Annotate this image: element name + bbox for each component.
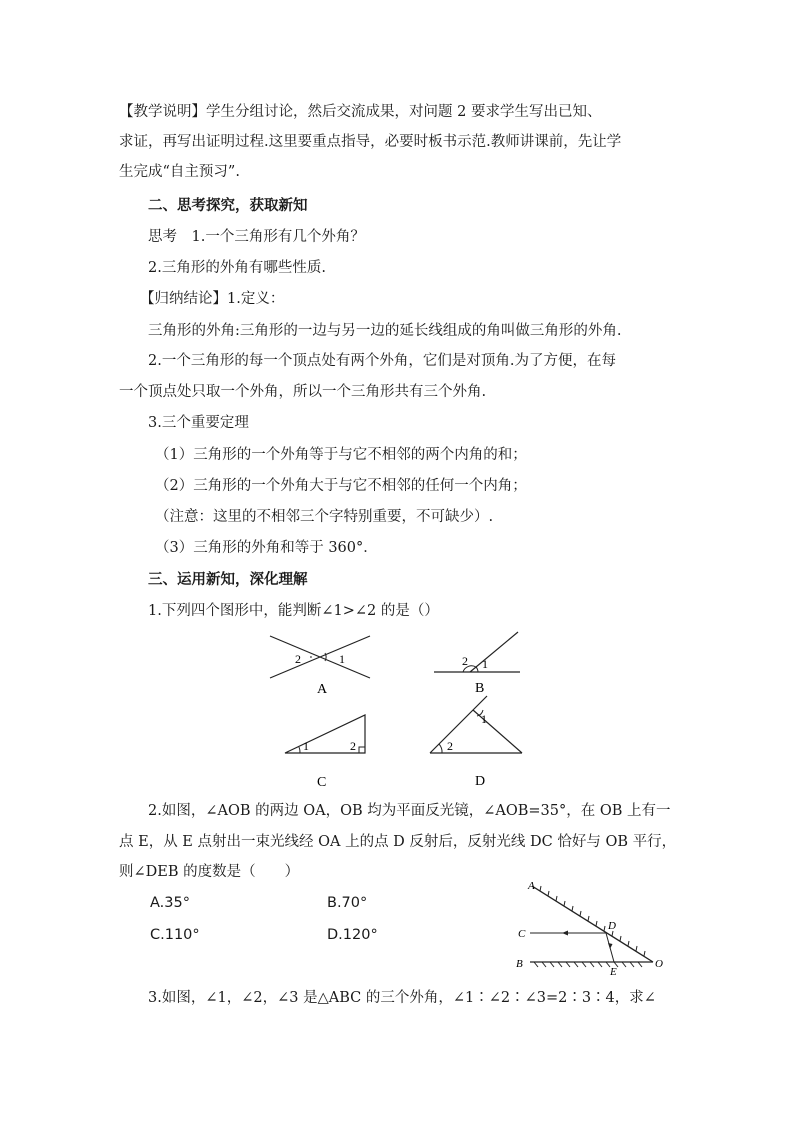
exercise-3: 3.如图，∠1，∠2，∠3 是△ABC 的三个外角，∠1∶∠2∶∠3=2∶3∶4，求∠ xyxy=(148,990,656,1006)
figure-d xyxy=(425,693,525,793)
point-b-label: B xyxy=(516,958,523,970)
definition: 三角形的外角:三角形的一边与另一边的延长线组成的角叫做三角形的外角. xyxy=(148,323,622,339)
conclusion-heading: 【归纳结论】1.定义： xyxy=(140,291,285,307)
fig-b-label-1: 1 xyxy=(482,657,488,671)
fig-c-caption: C xyxy=(317,775,327,790)
fig-b-label-2: 2 xyxy=(462,654,468,668)
conclusion-2a: 2.一个三角形的每一个顶点处有两个外角，它们是对顶角.为了方便，在每 xyxy=(148,353,616,369)
paragraph-teaching-note-1: 【教学说明】学生分组讨论，然后交流成果，对问题 2 要求学生写出已知、 xyxy=(119,104,602,120)
conclusion-3: 3.三个重要定理 xyxy=(148,415,249,431)
option-d: D.120° xyxy=(327,927,378,943)
fig-c-label-1: 1 xyxy=(303,739,309,753)
option-c: C.110° xyxy=(150,927,200,943)
option-a: A.35° xyxy=(150,895,190,911)
fig-c-label-2: 2 xyxy=(350,739,356,753)
exercise-2b: 点 E，从 E 点射出一束光线经 OA 上的点 D 反射后，反射光线 DC 恰好与 OB 平行， xyxy=(119,834,677,850)
point-c-label: C xyxy=(518,928,526,940)
mirror-figure xyxy=(510,878,675,978)
fig-a-label-2: 2 xyxy=(295,652,301,666)
figure-b xyxy=(430,630,525,702)
fig-b-caption: B xyxy=(475,681,485,696)
figure-c xyxy=(280,712,375,792)
fig-a-label-1: 1 xyxy=(339,652,345,666)
point-o-label: O xyxy=(655,958,663,970)
fig-d-label-1: 1 xyxy=(481,712,487,726)
theorem-3: （3）三角形的外角和等于 360°． xyxy=(155,540,378,556)
question-1: 思考 1.一个三角形有几个外角？ xyxy=(148,229,365,245)
exercise-2c: 则∠DEB 的度数是（ ） xyxy=(119,864,300,880)
question-2: 2.三角形的外角有哪些性质. xyxy=(148,260,326,276)
paragraph-teaching-note-2: 求证，再写出证明过程.这里要重点指导，必要时板书示范.教师讲课前，先让学 xyxy=(119,134,622,150)
fig-d-caption: D xyxy=(475,774,486,789)
fig-d-label-2: 2 xyxy=(447,739,453,753)
theorem-2: （2）三角形的一个外角大于与它不相邻的任何一个内角； xyxy=(155,478,527,494)
section-heading-3: 三、运用新知，深化理解 xyxy=(148,571,308,588)
theorem-1: （1）三角形的一个外角等于与它不相邻的两个内角的和； xyxy=(155,447,527,463)
exercise-2a: 2.如图，∠AOB 的两边 OA，OB 均为平面反光镜，∠AOB=35°，在 OB 上有一 xyxy=(148,803,671,819)
exercise-1: 1.下列四个图形中，能判断∠1>∠2 的是（） xyxy=(148,603,439,619)
conclusion-2b: 一个顶点处只取一个外角，所以一个三角形共有三个外角. xyxy=(119,384,487,400)
note: （注意：这里的不相邻三个字特别重要，不可缺少）. xyxy=(155,509,494,525)
point-a-label: A xyxy=(528,880,535,892)
fig-a-caption: A xyxy=(317,682,328,697)
point-d-label: D xyxy=(608,920,616,932)
section-heading-2: 二、思考探究，获取新知 xyxy=(148,197,308,214)
point-e-label: E xyxy=(610,966,617,978)
paragraph-teaching-note-3: 生完成“自主预习”. xyxy=(119,164,240,180)
figure-a xyxy=(265,633,385,703)
option-b: B.70° xyxy=(327,895,368,911)
